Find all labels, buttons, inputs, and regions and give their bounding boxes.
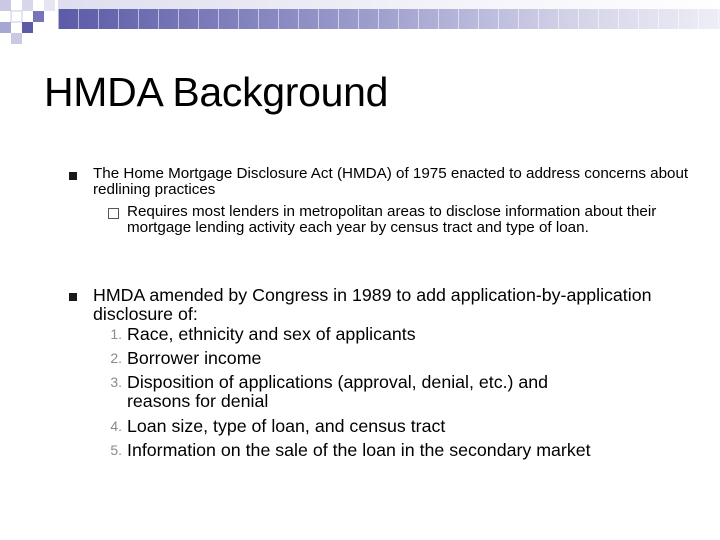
sub-bullet-text: Requires most lenders in metropolitan areas to disclose information about their mortgage lending activity each year by census tract and type of loan. <box>127 203 657 236</box>
header-bar-grid <box>58 9 720 29</box>
list-number: 4. <box>110 418 122 434</box>
square-bullet-icon <box>69 293 77 301</box>
list-number: 2. <box>110 350 122 366</box>
checker-squares-decoration <box>0 0 60 44</box>
header-line <box>58 0 720 9</box>
list-number: 3. <box>110 374 122 390</box>
list-number: 5. <box>110 442 122 458</box>
square-bullet-icon <box>69 172 77 180</box>
list-item-text: Race, ethnicity and sex of applicants <box>127 324 416 344</box>
list-item-text: Information on the sale of the loan in the secondary market <box>127 440 591 460</box>
bullet-text: The Home Mortgage Disclosure Act (HMDA) of 1975 enacted to address concerns about redlining practices <box>93 165 689 198</box>
slide-title: HMDA Background <box>44 69 389 115</box>
list-item-text: Borrower income <box>127 348 262 368</box>
bullet-text: HMDA amended by Congress in 1989 to add application-by-application disclosure of: <box>93 285 652 324</box>
list-item-text: Loan size, type of loan, and census tract <box>127 416 446 436</box>
box-bullet-icon <box>108 208 119 219</box>
list-item-text: Disposition of applications (approval, denial, etc.) and reasons for denial <box>127 372 549 411</box>
list-number: 1. <box>110 326 122 342</box>
